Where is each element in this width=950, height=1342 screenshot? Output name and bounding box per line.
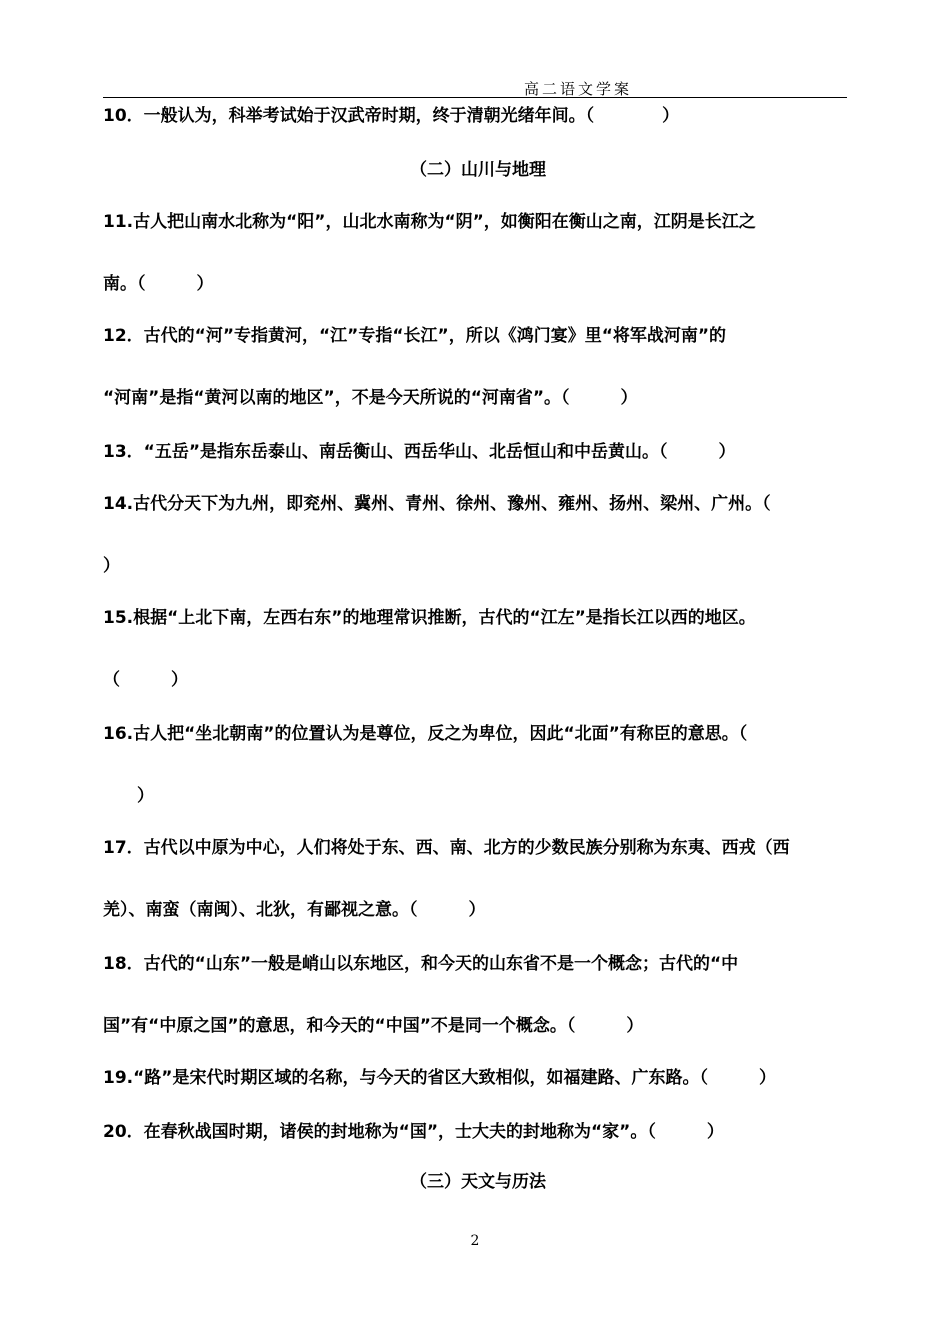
- question-16-line-2: ）: [103, 786, 154, 806]
- question-19: 19.“路”是宋代时期区域的名称，与今天的省区大致相似，如福建路、广东路。（ ）: [103, 1068, 776, 1088]
- section-heading-geography: （二）山川与地理: [410, 160, 546, 180]
- page-number: 2: [470, 1233, 480, 1249]
- question-18-line-2: 国”有“中原之国”的意思，和今天的“中国”不是同一个概念。（ ）: [103, 1016, 644, 1036]
- question-18-line-1: 18．古代的“山东”一般是峭山以东地区，和今天的山东省不是一个概念；古代的“中: [103, 954, 739, 974]
- header-rule: [103, 97, 847, 98]
- question-17-line-2: 羌）、南蛮（南闽）、北狄，有鄙视之意。（ ）: [103, 900, 486, 920]
- question-12-line-1: 12．古代的“河”专指黄河，“江”专指“长江”，所以《鸿门宴》里“将军战河南”的: [103, 326, 727, 346]
- question-14-line-1: 14.古代分天下为九州，即兖州、冀州、青州、徐州、豫州、雍州、扬州、梁州、广州。（: [103, 494, 771, 514]
- question-16-line-1: 16.古人把“坐北朝南”的位置认为是尊位，反之为卑位，因此“北面”有称臣的意思。（: [103, 724, 748, 744]
- section-heading-astronomy: （三）天文与历法: [410, 1172, 546, 1192]
- question-15-line-2: （ ）: [103, 670, 188, 690]
- question-15-line-1: 15.根据“上北下南，左西右东”的地理常识推断，古代的“江左”是指长江以西的地区。: [103, 608, 756, 628]
- question-11-line-2: 南。（ ）: [103, 274, 214, 294]
- question-11-line-1: 11.古人把山南水北称为“阳”，山北水南称为“阴”，如衡阳在衡山之南，江阴是长江之: [103, 212, 756, 232]
- question-17-line-1: 17．古代以中原为中心，人们将处于东、西、南、北方的少数民族分别称为东夷、西戎（西: [103, 838, 790, 858]
- header-title: 高二语文学案: [524, 80, 633, 98]
- question-12-line-2: “河南”是指“黄河以南的地区”，不是今天所说的“河南省”。（ ）: [103, 388, 638, 408]
- question-13: 13．“五岳”是指东岳泰山、南岳衡山、西岳华山、北岳恒山和中岳黄山。（ ）: [103, 442, 736, 462]
- question-14-line-2: ）: [103, 556, 120, 576]
- question-20: 20．在春秋战国时期，诸侯的封地称为“国”，士大夫的封地称为“家”。（ ）: [103, 1122, 724, 1142]
- question-10: 10．一般认为，科举考试始于汉武帝时期，终于清朝光绪年间。（ ）: [103, 106, 680, 126]
